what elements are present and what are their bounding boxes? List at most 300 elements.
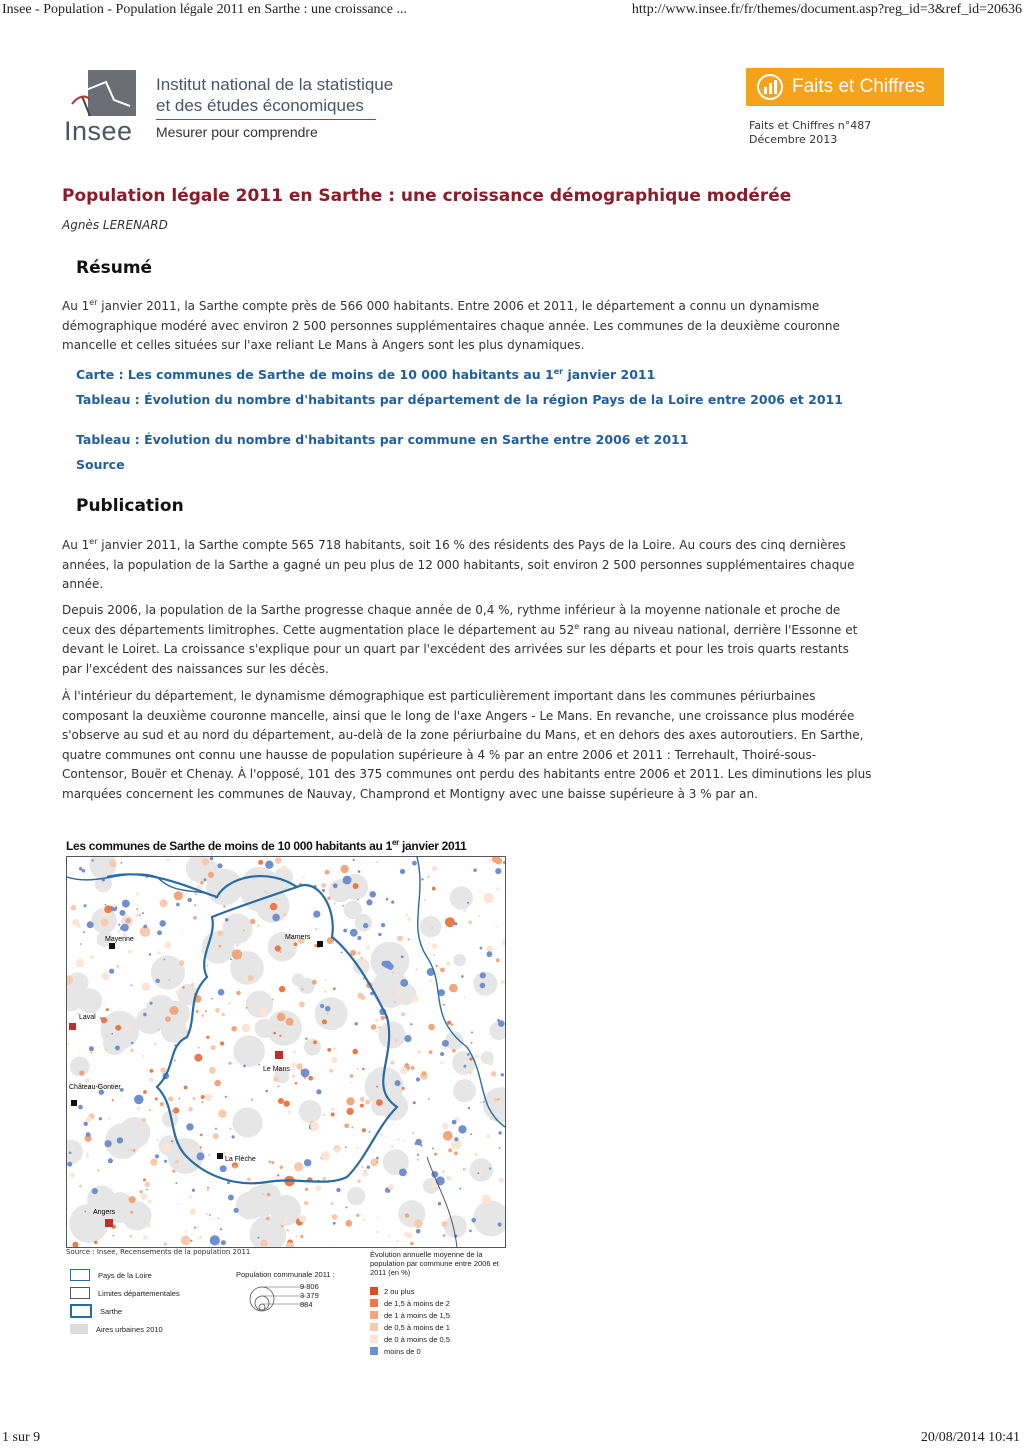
commune-dot: [266, 858, 268, 860]
commune-dot: [392, 971, 394, 973]
link-tableau-departements[interactable]: Tableau : Évolution du nombre d'habitants par département de la région Pays de la Loire entre 2006 et 2011: [76, 392, 843, 407]
commune-dot: [376, 1086, 378, 1088]
commune-dot: [392, 1123, 394, 1125]
legend-class-swatch: [370, 1311, 378, 1319]
commune-dot: [191, 1233, 193, 1235]
commune-dot: [469, 1230, 472, 1233]
commune-dot: [300, 1235, 303, 1238]
legend-swatch-region: [70, 1269, 90, 1281]
commune-dot: [236, 944, 238, 946]
legend-class-label: de 1,5 à moins de 2: [384, 1298, 450, 1308]
commune-dot: [143, 925, 147, 929]
commune-dot: [449, 984, 458, 993]
commune-dot: [362, 1166, 364, 1168]
commune-dot: [334, 903, 336, 905]
commune-dot: [137, 1106, 141, 1110]
pub-p2-b: rang au niveau national, derrière l'Essonne et devant le Loiret. La croissance s'explique pour un quart par l'excédent des arrivées sur les départs et pour les trois quarts restants par l'excédent des naissances sur les décès.: [62, 622, 858, 676]
commune-dot: [185, 1230, 187, 1232]
commune-dot: [279, 986, 285, 992]
commune-dot: [211, 1045, 216, 1050]
commune-dot: [220, 1165, 227, 1172]
commune-dot: [445, 1048, 447, 1050]
commune-dot: [138, 913, 141, 916]
commune-dot: [474, 1153, 478, 1157]
tagline: Mesurer pour comprendre: [156, 124, 318, 140]
legend-pop-value-3: 884: [300, 1300, 313, 1309]
commune-dot: [432, 1148, 434, 1150]
faits-et-chiffres-button[interactable]: [746, 68, 944, 106]
commune-dot: [421, 878, 423, 880]
commune-dot: [160, 1067, 166, 1073]
commune-dot: [442, 1123, 449, 1130]
commune-dot: [440, 968, 445, 973]
commune-dot: [146, 1189, 148, 1191]
commune-dot: [417, 1154, 419, 1156]
commune-dot: [497, 1098, 499, 1100]
commune-dot: [468, 1107, 470, 1109]
commune-dot: [206, 1036, 209, 1039]
commune-dot: [452, 1120, 457, 1125]
commune-dot: [407, 917, 411, 921]
commune-dot: [115, 1046, 120, 1051]
city-marker-laval: [69, 1023, 76, 1030]
commune-dot: [97, 1169, 100, 1172]
commune-dot: [351, 1126, 353, 1128]
commune-dot: [130, 984, 132, 986]
commune-dot: [232, 914, 234, 916]
commune-dot: [105, 1140, 112, 1147]
commune-dot: [212, 1219, 214, 1221]
commune-dot: [412, 861, 417, 866]
commune-dot: [489, 859, 492, 862]
commune-dot: [405, 1213, 409, 1217]
commune-dot: [246, 1007, 248, 1009]
commune-dot: [299, 1215, 306, 1222]
commune-dot: [157, 1139, 159, 1141]
commune-dot: [247, 1177, 251, 1181]
commune-dot: [327, 1048, 331, 1052]
commune-dot: [268, 883, 270, 885]
commune-dot: [79, 867, 82, 870]
commune-dot: [117, 1137, 123, 1143]
commune-dot: [313, 911, 320, 918]
legend-class-list: [370, 1285, 510, 1357]
commune-dot: [325, 979, 327, 981]
commune-dot: [352, 1049, 358, 1055]
urban-area-shape: [292, 974, 305, 987]
print-footer: [0, 1430, 1024, 1450]
commune-dot: [463, 909, 466, 912]
commune-dot: [178, 1203, 180, 1205]
commune-dot: [223, 905, 225, 907]
commune-dot: [410, 1242, 414, 1246]
commune-dot: [209, 1214, 211, 1216]
commune-dot: [91, 859, 93, 861]
commune-dot: [105, 1049, 107, 1051]
commune-dot: [369, 891, 376, 898]
commune-dot: [207, 965, 209, 967]
commune-dot: [438, 1149, 440, 1151]
commune-dot: [115, 1025, 121, 1031]
commune-dot: [379, 1133, 382, 1136]
commune-dot: [376, 1161, 378, 1163]
commune-dot: [427, 876, 429, 878]
commune-dot: [105, 904, 107, 906]
commune-dot: [424, 899, 426, 901]
commune-dot: [258, 860, 263, 865]
commune-dot: [234, 1208, 239, 1213]
commune-dot: [257, 1237, 259, 1239]
commune-dot: [496, 887, 499, 890]
commune-dot: [230, 958, 232, 960]
commune-dot: [291, 1062, 296, 1067]
commune-dot: [218, 1218, 220, 1220]
commune-dot: [164, 1160, 167, 1163]
print-header-url: http://www.insee.fr/fr/themes/document.asp?reg_id=3&ref_id=20636: [631, 2, 1022, 17]
link-carte-b: janvier 2011: [563, 367, 656, 382]
commune-dot: [186, 1123, 193, 1130]
commune-dot: [283, 1220, 287, 1224]
commune-dot: [402, 1087, 405, 1090]
commune-dot: [413, 1101, 416, 1104]
commune-dot: [329, 867, 331, 869]
commune-dot: [219, 945, 222, 948]
city-marker-la-fleche: [217, 1153, 223, 1159]
urban-area-shape: [355, 914, 373, 932]
commune-dot: [304, 1201, 309, 1206]
commune-dot: [295, 1082, 298, 1085]
commune-dot: [340, 865, 348, 873]
commune-dot: [397, 1138, 400, 1141]
commune-dot: [176, 991, 179, 994]
link-tableau-communes[interactable]: Tableau : Évolution du nombre d'habitants par commune en Sarthe entre 2006 et 2011: [76, 432, 689, 447]
commune-dot: [400, 1067, 407, 1074]
commune-dot: [275, 857, 282, 864]
commune-dot: [391, 1061, 395, 1065]
commune-dot: [346, 1206, 348, 1208]
commune-dot: [332, 1057, 338, 1063]
commune-dot: [376, 861, 378, 863]
urban-area-shape: [453, 954, 466, 967]
legend-class-label: 2 ou plus: [384, 1286, 415, 1296]
commune-dot: [118, 930, 120, 932]
commune-dot: [361, 960, 367, 966]
commune-dot: [109, 969, 114, 974]
commune-dot: [323, 1114, 325, 1116]
commune-dot: [120, 926, 124, 930]
legend-class-row: [370, 1297, 510, 1309]
commune-dot: [422, 1071, 427, 1076]
pub-p1-a: Au 1: [62, 538, 90, 552]
legend-label-aires: Aires urbaines 2010: [96, 1324, 163, 1334]
logo-divider: [156, 119, 376, 120]
commune-dot: [71, 905, 76, 910]
commune-dot: [305, 1038, 307, 1040]
commune-dot: [194, 892, 197, 895]
commune-dot: [210, 1235, 220, 1245]
commune-dot: [189, 1195, 193, 1199]
urban-area-shape: [233, 1035, 265, 1067]
legend-population-values: [300, 1282, 319, 1309]
commune-dot: [463, 1065, 466, 1068]
commune-dot: [111, 1033, 113, 1035]
sarthe-map: [66, 856, 506, 1248]
commune-dot: [473, 869, 476, 872]
commune-dot: [470, 1133, 472, 1135]
commune-dot: [179, 1098, 181, 1100]
commune-dot: [397, 936, 403, 942]
urban-area-shape: [450, 886, 473, 909]
commune-dot: [273, 1077, 278, 1082]
commune-dot: [488, 1060, 493, 1065]
commune-dot: [192, 1097, 195, 1100]
commune-dot: [118, 924, 120, 926]
commune-dot: [369, 1131, 371, 1133]
commune-dot: [467, 1053, 470, 1056]
commune-dot: [275, 945, 281, 951]
commune-dot: [286, 1229, 289, 1232]
commune-dot: [125, 918, 130, 923]
commune-dot: [283, 1101, 289, 1107]
commune-dot: [443, 1004, 445, 1006]
commune-dot: [496, 958, 500, 962]
commune-dot: [230, 1128, 232, 1130]
commune-dot: [221, 1240, 226, 1245]
commune-dot: [312, 980, 317, 985]
legend-class-row: [370, 1321, 510, 1333]
commune-dot: [217, 930, 223, 936]
urban-area-shape: [473, 1201, 505, 1237]
commune-dot: [279, 1035, 281, 1037]
legend-class-swatch: [370, 1323, 378, 1331]
commune-dot: [132, 1092, 134, 1094]
commune-dot: [406, 914, 408, 916]
commune-dot: [143, 1235, 148, 1240]
commune-dot: [376, 1099, 383, 1106]
commune-dot: [434, 1153, 437, 1156]
commune-dot: [494, 1098, 498, 1102]
commune-dot: [154, 1042, 158, 1046]
insee-wordmark: Insee: [64, 116, 133, 146]
commune-dot: [432, 943, 438, 949]
commune-dot: [363, 1219, 365, 1221]
link-carte-sup: er: [553, 366, 564, 376]
commune-dot: [112, 1099, 114, 1101]
commune-dot: [209, 1218, 211, 1220]
commune-dot: [78, 1105, 83, 1110]
commune-dot: [264, 890, 267, 893]
urban-area-shape: [372, 970, 410, 1008]
commune-dot: [136, 908, 138, 910]
commune-dot: [381, 923, 385, 927]
city-marker-mamers: [317, 941, 323, 947]
commune-dot: [320, 1004, 324, 1008]
faits-button-label: Faits et Chiffres: [792, 76, 925, 97]
city-label-angers: Angers: [93, 1209, 116, 1216]
commune-dot: [470, 1072, 472, 1074]
commune-dot: [250, 919, 255, 924]
commune-dot: [467, 902, 469, 904]
commune-dot: [136, 892, 139, 895]
commune-dot: [480, 1102, 482, 1104]
commune-dot: [85, 1078, 90, 1083]
commune-dot: [332, 1214, 338, 1220]
commune-dot: [333, 1222, 336, 1225]
commune-dot: [283, 913, 286, 916]
commune-dot: [179, 960, 184, 965]
print-header: [0, 0, 1024, 22]
commune-dot: [459, 1188, 461, 1190]
commune-dot: [342, 905, 344, 907]
commune-dot: [188, 1107, 193, 1112]
commune-dot: [388, 1235, 390, 1237]
link-source[interactable]: Source: [76, 457, 125, 472]
commune-dot: [125, 1025, 130, 1030]
commune-dot: [197, 1152, 205, 1160]
print-header-title: Insee - Population - Population légale 2011 en Sarthe : une croissance ...: [2, 2, 407, 17]
commune-dot: [104, 1002, 106, 1004]
map-title: [66, 838, 466, 853]
commune-dot: [362, 1171, 368, 1177]
commune-dot: [183, 986, 185, 988]
legend-label-departements: Limites départementales: [98, 1288, 180, 1298]
commune-dot: [97, 943, 99, 945]
commune-dot: [487, 1134, 491, 1138]
commune-dot: [101, 918, 109, 926]
city-marker-angers: [105, 1219, 113, 1227]
commune-dot: [333, 1245, 335, 1247]
commune-dot: [447, 1021, 451, 1025]
urban-area-shape: [420, 916, 442, 938]
commune-dot: [436, 965, 438, 967]
commune-dot: [367, 1166, 370, 1169]
commune-dot: [243, 921, 245, 923]
commune-dot: [79, 1070, 84, 1075]
commune-dot: [248, 975, 254, 981]
commune-dot: [143, 1090, 147, 1094]
commune-dot: [399, 1169, 407, 1177]
commune-dot: [395, 1039, 398, 1042]
resume-text-b: janvier 2011, la Sarthe compte près de 566 000 habitants. Entre 2006 et 2011, le département a connu un dynamisme démographique modéré avec environ 2 500 personnes supplémentaires chaque année. Les communes de la deuxième couronne mancelle et celles situées sur l'axe reliant Le Mans à Angers sont les plus dynamiques.: [62, 299, 840, 353]
commune-dot: [394, 1001, 397, 1004]
commune-dot: [209, 1067, 216, 1074]
commune-dot: [197, 1226, 200, 1229]
commune-dot: [182, 929, 184, 931]
commune-dot: [400, 979, 408, 987]
legend-item-sarthe: [70, 1302, 180, 1320]
city-label-mamers: Mamers: [285, 934, 311, 941]
commune-dot: [366, 946, 370, 950]
commune-dot: [215, 1008, 220, 1013]
commune-dot: [327, 896, 331, 900]
commune-dot: [164, 959, 166, 961]
commune-dot: [355, 1022, 358, 1025]
commune-dot: [345, 1220, 352, 1227]
commune-dot: [415, 1139, 422, 1146]
commune-dot: [421, 989, 423, 991]
commune-dot: [72, 1242, 78, 1247]
legend-pop-value-2: 3 379: [300, 1291, 319, 1300]
commune-dot: [277, 1013, 286, 1022]
urban-area-shape: [445, 1031, 464, 1050]
commune-dot: [129, 1196, 136, 1203]
commune-dot: [463, 1168, 465, 1170]
commune-dot: [233, 892, 235, 894]
commune-dot: [483, 893, 493, 903]
commune-dot: [141, 1193, 148, 1200]
legend-classes: [370, 1250, 510, 1357]
legend-swatch-departements: [70, 1287, 90, 1299]
commune-dot: [222, 1013, 225, 1016]
commune-dot: [175, 1160, 179, 1164]
publication-paragraph-2: [62, 601, 872, 679]
commune-dot: [310, 1122, 319, 1131]
commune-dot: [454, 1137, 458, 1141]
commune-dot: [366, 899, 372, 905]
commune-dot: [478, 915, 480, 917]
institute-line-1: Institut national de la statistique: [156, 75, 394, 94]
commune-dot: [176, 903, 180, 907]
commune-dot: [429, 1050, 433, 1054]
commune-dot: [471, 1032, 473, 1034]
commune-dot: [157, 930, 162, 935]
faits-date: Décembre 2013: [749, 133, 838, 146]
commune-dot: [150, 1002, 153, 1005]
commune-dot: [102, 972, 110, 980]
commune-dot: [362, 1128, 366, 1132]
urban-area-shape: [255, 1019, 274, 1038]
commune-dot: [90, 1052, 92, 1054]
city-label-la-fleche: La Flèche: [225, 1156, 256, 1163]
commune-dot: [194, 1054, 202, 1062]
commune-dot: [293, 1051, 296, 1054]
commune-dot: [274, 954, 276, 956]
city-label-le-mans: Le Mans: [263, 1066, 290, 1073]
commune-dot: [452, 1049, 456, 1053]
commune-dot: [273, 1032, 276, 1035]
commune-dot: [198, 1047, 200, 1049]
commune-dot: [479, 891, 481, 893]
commune-dot: [358, 867, 360, 869]
commune-dot: [449, 1079, 451, 1081]
pub-p1-sup: er: [89, 537, 98, 546]
commune-dot: [416, 1077, 420, 1081]
faits-number: Faits et Chiffres n°487: [749, 119, 872, 132]
commune-dot: [218, 1110, 226, 1118]
commune-dot: [85, 1211, 87, 1213]
commune-dot: [278, 1098, 284, 1104]
commune-dot: [294, 942, 298, 946]
commune-dot: [76, 959, 84, 967]
commune-dot: [205, 1094, 213, 1102]
commune-dot: [116, 965, 119, 968]
commune-dot: [92, 1188, 98, 1194]
institute-line-2: et des études économiques: [156, 96, 364, 115]
commune-dot: [396, 989, 401, 994]
legend-item-region: [70, 1266, 180, 1284]
commune-dot: [323, 1177, 326, 1180]
commune-dot: [376, 1006, 378, 1008]
commune-dot: [142, 912, 144, 914]
commune-dot: [443, 1234, 446, 1237]
commune-dot: [477, 1172, 479, 1174]
commune-dot: [400, 869, 405, 874]
legend-class-row: [370, 1285, 510, 1297]
commune-dot: [391, 901, 394, 904]
commune-dot: [145, 1182, 150, 1187]
link-carte[interactable]: [76, 368, 856, 382]
city-label-laval: Laval: [79, 1014, 96, 1021]
